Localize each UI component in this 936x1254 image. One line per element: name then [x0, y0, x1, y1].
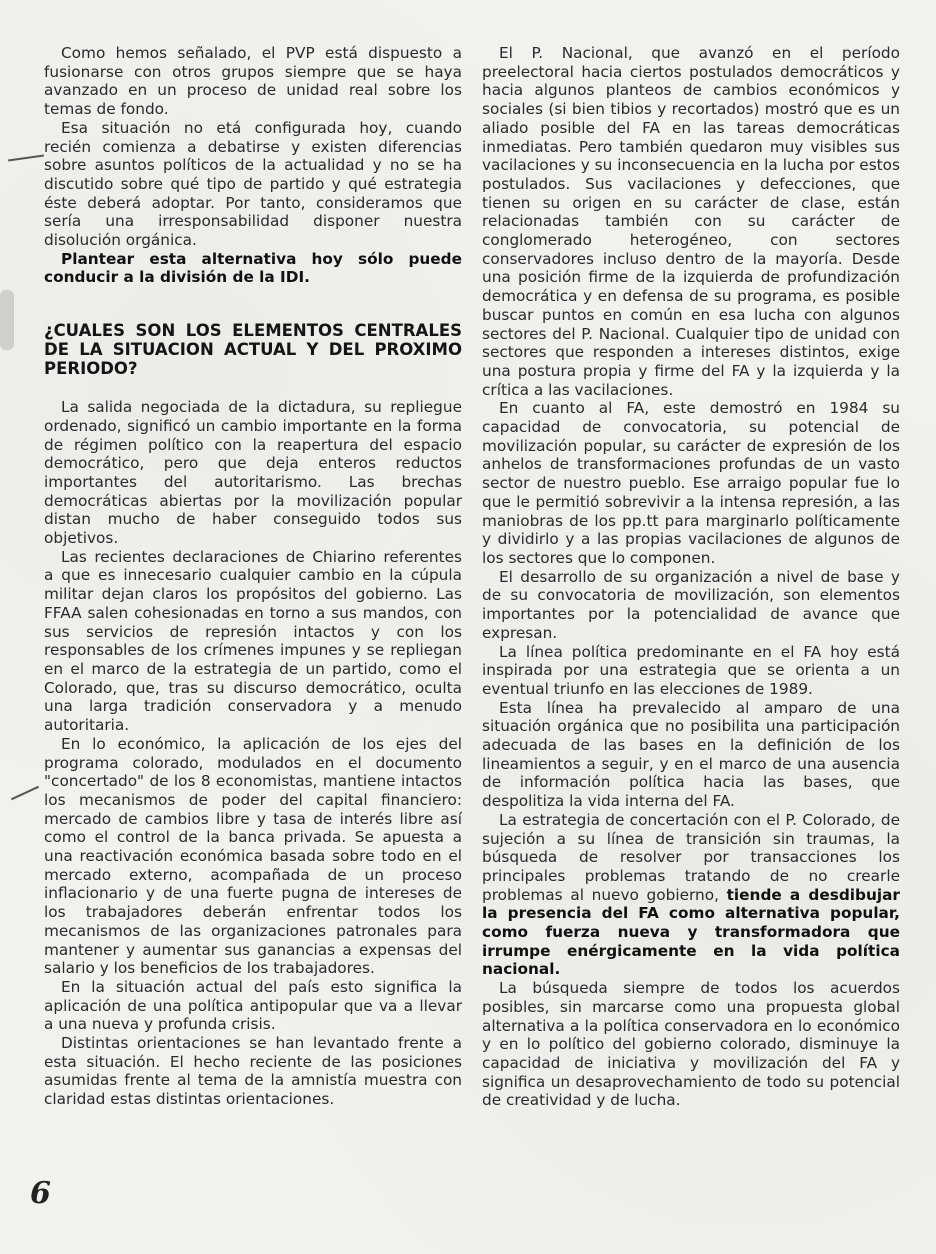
emphasis-text: tiende a desdibujar la presencia del FA como alternativa popular, como fuerza nueva y transformadora que irrumpe enérgicamente en la vida política nacional. [482, 885, 900, 979]
mixed-paragraph [482, 811, 900, 979]
paragraph: Esta línea ha prevalecido al amparo de una situación orgánica que no posibilita una participación adecuada de las bases en la definición de los lineamientos a seguir, y en el marco de una ausencia de información política hacia las bases, que despolitiza la vida interna del FA. [482, 698, 900, 811]
paragraph: La salida negociada de la dictadura, su repliegue ordenado, significó un cambio importante en la forma de régimen político con la reapertura del espacio democrático, pero que deja enteros reductos importantes del autoritarismo. Las brechas democráticas abiertas por la movilización popular distan mucho de haber conseguido todos sus objetivos. [44, 398, 462, 548]
pencil-mark [8, 155, 44, 162]
paragraph: En lo económico, la aplicación de los ejes del programa colorado, modulados en el documento "concertado" de los 8 economistas, mantiene intactos los mecanismos de poder del capital financiero: mercado de cambios libre y tasa de interés libre así como el control de la banca privada. Se apuesta a una reactivación económica basada sobre todo en el mercado externo, acompañada de un proceso inflacionario y de una fuerte pugna de intereses de los trabajadores deberán enfrentar todos los mecanismos de las organizaciones patronales para mantener y aumentar sus ganancias a expensas del salario y los beneficios de los trabajadores. [44, 734, 462, 978]
paragraph: El desarrollo de su organización a nivel de base y de su convocatoria de movilización, son elementos importantes por la potencialidad de avance que expresan. [482, 567, 900, 642]
paragraph: Distintas orientaciones se han levantado frente a esta situación. El hecho reciente de las posiciones asumidas frente al tema de la amnistía muestra con claridad estas distintas orientaciones. [44, 1034, 462, 1109]
left-column [44, 44, 462, 1109]
right-column [482, 44, 900, 1110]
paragraph: En cuanto al FA, este demostró en 1984 su capacidad de convocatoria, su potencial de movilización popular, su carácter de expresión de los anhelos de transformaciones profundas de un vasto sector de nuestro pueblo. Ese arraigo popular fue lo que le permitió sobrevivir a la intensa represión, a las maniobras de los pp.tt para marginarlo políticamente y dividirlo y a las propias vacilaciones de algunos de los sectores que lo componen. [482, 399, 900, 567]
paragraph: En la situación actual del país esto significa la aplicación de una política antipopular que va a llevar a una nueva y profunda crisis. [44, 977, 462, 1034]
bold-paragraph: Plantear esta alternativa hoy sólo puede conducir a la división de la IDI. [44, 249, 462, 287]
paragraph-text: La estrategia de concertación con el P. Colorado, de sujeción a su línea de transición sin traumas, la búsqueda de resolver por transacciones los principales problemas tratando de no crearle problemas al nuevo gobierno, [482, 810, 900, 904]
paragraph: El P. Nacional, que avanzó en el período preelectoral hacia ciertos postulados democráticos y hacia algunos planteos de cambios económicos y sociales (si bien tibios y recortados) mostró que es un aliado posible del FA en las tareas democráticas inmediatas. Pero también quedaron muy visibles sus vacilaciones y su inconsecuencia en la lucha por estos postulados. Sus vacilaciones y defecciones, que tienen su origen en su carácter de clase, están relacionadas también con su carácter de conglomerado heterogéneo, con sectores conservadores incluso dentro de la mayoría. Desde una posición firme de la izquierda de profundización democrática y en defensa de su programa, es posible buscar puntos en común en esa lucha con algunos sectores del P. Nacional. Cualquier tipo de unidad con sectores que responden a intereses distintos, exige una postura propia y firme del FA y la izquierda y la crítica a las vacilaciones. [482, 44, 900, 399]
section-heading: ¿CUALES SON LOS ELEMENTOS CENTRALES DE LA SITUACION ACTUAL Y DEL PROXIMO PERIODO? [44, 321, 462, 379]
paragraph: Las recientes declaraciones de Chiarino referentes a que es innecesario cualquier cambio en la cúpula militar dejan claros los propósitos del gobierno. Las FFAA salen cohesionadas en torno a sus mandos, con sus servicios de represión intactos y con los responsables de los crímenes impunes y se repliegan en el marco de la estrategia de un partido, como el Colorado, que, tras su discurso democrático, oculta una larga tradición conservadora y a menudo autoritaria. [44, 547, 462, 735]
scan-smudge [0, 290, 14, 350]
paragraph: Como hemos señalado, el PVP está dispuesto a fusionarse con otros grupos siempre que se haya avanzado en un proceso de unidad real sobre los temas de fondo. [44, 44, 462, 119]
paragraph: La búsqueda siempre de todos los acuerdos posibles, sin marcarse como una propuesta global alternativa a la política conservadora en lo económico y en lo político del gobierno colorado, disminuye la capacidad de iniciativa y movilización del FA y significa un desaprovechamiento de todo su potencial de creatividad y de lucha. [482, 979, 900, 1110]
pencil-mark [11, 786, 39, 800]
paragraph: La línea política predominante en el FA hoy está inspirada por una estrategia que se orienta a un eventual triunfo en las elecciones de 1989. [482, 642, 900, 698]
paragraph: Esa situación no etá configurada hoy, cuando recién comienza a debatirse y existen diferencias sobre asuntos políticos de la actualidad y no se ha discutido sobre qué tipo de partido y qué estrategia éste deberá adoptar. Por tanto, consideramos que sería una irresponsabilidad disponer nuestra disolución orgánica. [44, 118, 462, 250]
page-number: 6 [30, 1176, 51, 1211]
